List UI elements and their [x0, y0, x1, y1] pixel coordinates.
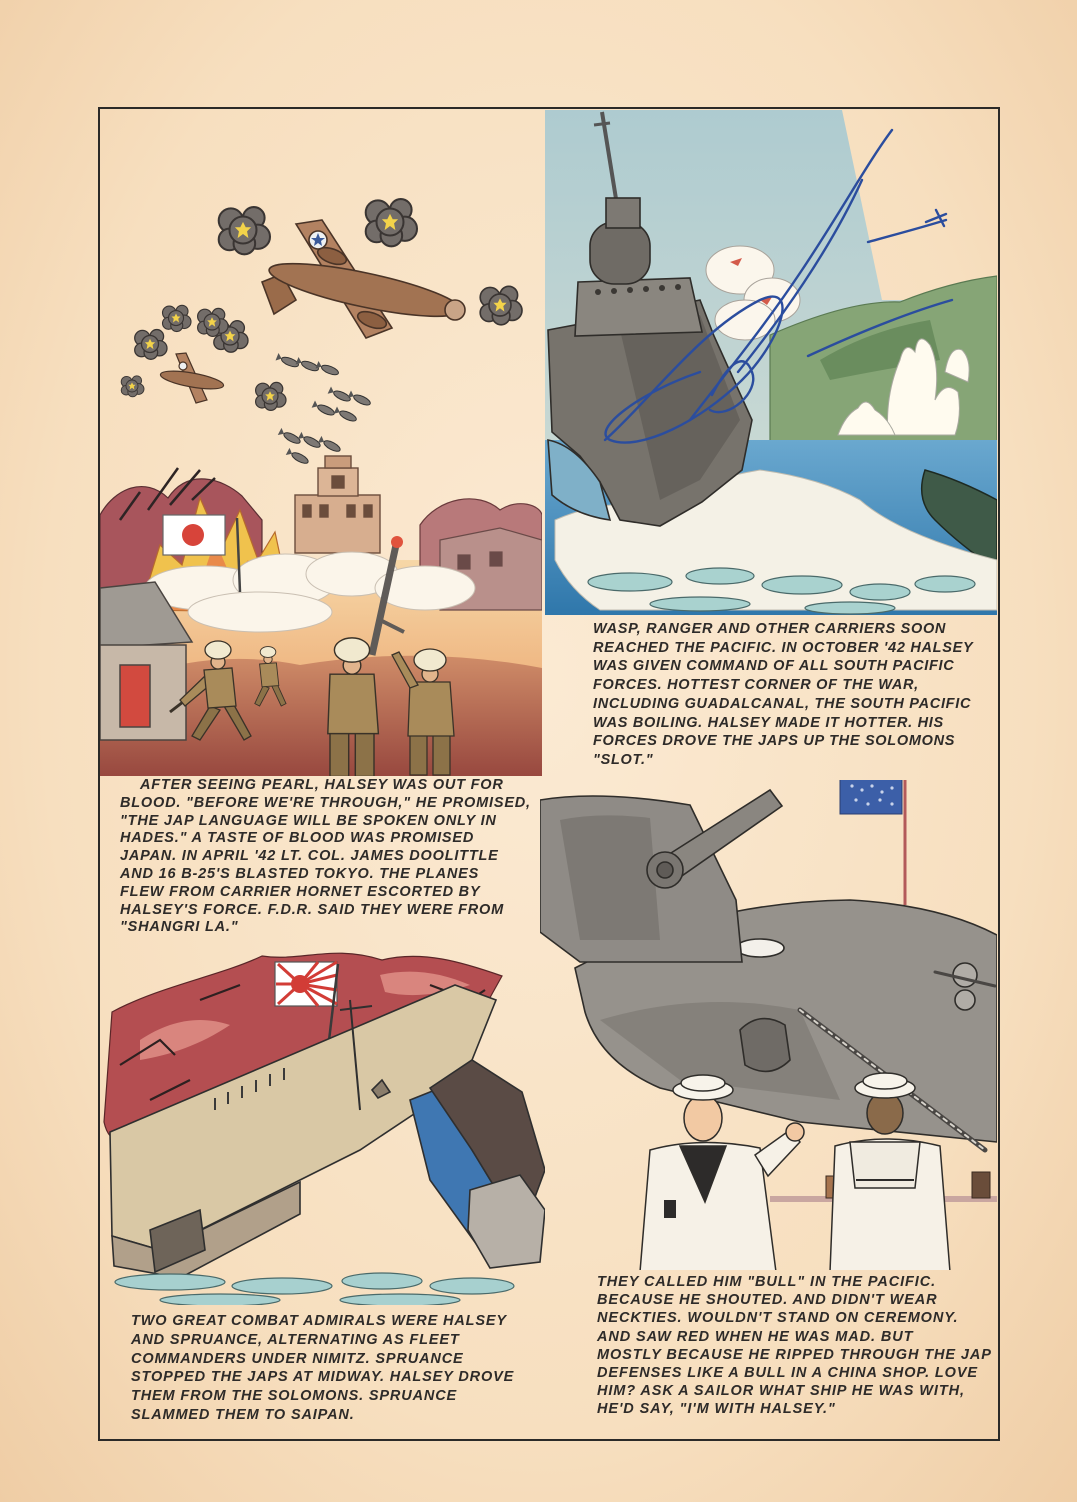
flak-burst	[121, 376, 144, 397]
panel-1-illustration	[100, 199, 542, 776]
flak-burst	[219, 207, 270, 254]
panel-2-illustration	[545, 110, 997, 615]
panel-1-caption: AFTER SEEING PEARL, HALSEY WAS OUT FOR BLOOD. "BEFORE WE'RE THROUGH," HE PROMISED, "THE JAP LANGUAGE WILL BE SPOKEN ONLY IN HADES." A TASTE OF BLOOD WAS PROMISED JAPAN. IN APRIL '42 LT. COL. JAMES DOOLITTLE AND 16 B-25'S BLASTED TOKYO. THE PLANES FLEW FROM CARRIER HORNET ESCORTED BY HALSEY'S FORCE. F.D.R. SAID THEY WERE FROM "SHANGRI LA."	[120, 777, 531, 936]
panel-3-caption: TWO GREAT COMBAT ADMIRALS WERE HALSEY AND SPRUANCE, ALTERNATING AS FLEET COMMANDERS UNDER NIMITZ. SPRUANCE STOPPED THE JAPS AT MIDWAY. HALSEY DROVE THEM FROM THE SOLOMONS. SPRUANCE SLAMMED THEM TO SAIPAN.	[131, 1313, 515, 1423]
flak-burst	[256, 382, 286, 410]
falling-bombs	[276, 353, 372, 466]
flak-burst	[480, 286, 522, 325]
flak-burst	[366, 199, 417, 246]
flak-burst	[135, 330, 167, 360]
flak-burst	[163, 305, 192, 331]
water-patches	[115, 1273, 514, 1306]
bomber-plane-small	[159, 353, 224, 403]
panel-4-illustration	[540, 776, 997, 1272]
panel-2-caption: WASP, RANGER AND OTHER CARRIERS SOON REACHED THE PACIFIC. IN OCTOBER '42 HALSEY WAS GIVEN COMMAND OF ALL SOUTH PACIFIC FORCES. HOTTEST CORNER OF THE WAR, INCLUDING GUADALCANAL, THE SOUTH PACIFIC WAS BOILING. HALSEY MADE IT HOTTER. HIS FORCES DROVE THE JAPS UP THE SOLOMONS "SLOT."	[593, 621, 974, 768]
panel-4-caption: THEY CALLED HIM "BULL" IN THE PACIFIC. BECAUSE HE SHOUTED. AND DIDN'T WEAR NECKTIES. WOULDN'T STAND ON CEREMONY. AND SAW RED WHEN HE WAS MAD. BUT MOSTLY BECAUSE HE RIPPED THROUGH THE JAP DEFENSES LIKE A BULL IN A CHINA SHOP. LOVE HIM? ASK A SAILOR WHAT SHIP HE WAS WITH, HE'D SAY, "I'M WITH HALSEY."	[597, 1274, 992, 1418]
flak-burst	[198, 308, 228, 336]
panel-3-illustration	[104, 953, 545, 1306]
tower-building	[295, 456, 380, 553]
burning-city-scene	[100, 456, 542, 777]
bomber-plane-large	[262, 220, 465, 338]
us-flag	[840, 776, 905, 905]
